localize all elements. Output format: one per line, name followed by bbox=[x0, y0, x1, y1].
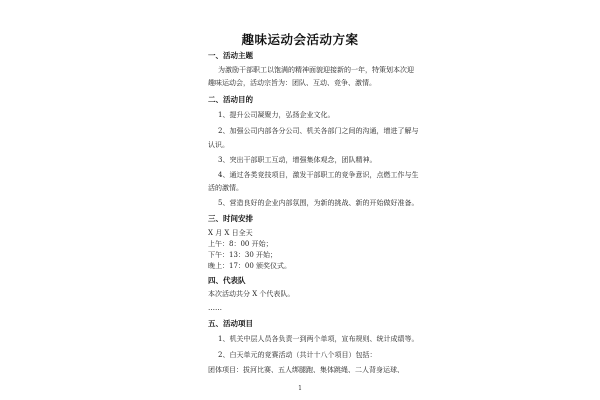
page-number: 1 bbox=[298, 385, 302, 392]
list-item-continuation: 活的激情。 bbox=[208, 184, 243, 192]
section-heading-purpose: 二、活动目的 bbox=[208, 95, 253, 104]
list-item: 2、白天单元的竞赛活动（共计十八个项目）包括： bbox=[218, 351, 377, 359]
list-item-continuation: 认识。 bbox=[208, 141, 229, 149]
paragraph-line: 本次活动共分 X 个代表队。 bbox=[208, 290, 295, 298]
schedule-line: X 月 X 日全天 bbox=[208, 229, 253, 237]
list-item: 1、机关中层人员各负责一到两个单项，宣布规则、统计成绩等。 bbox=[218, 335, 419, 343]
list-item: 5、营造良好的企业内部氛围，为新的挑战、新的开始做好准备。 bbox=[218, 199, 419, 207]
document-title: 趣味运动会活动方案 bbox=[241, 32, 359, 47]
section-heading-theme: 一、活动主题 bbox=[208, 51, 253, 60]
section-heading-schedule: 三、时间安排 bbox=[208, 214, 253, 223]
list-item: 2、加强公司内部各分公司、机关各部门之间的沟通，增进了解与 bbox=[218, 127, 419, 135]
section-heading-events: 五、活动项目 bbox=[208, 319, 253, 328]
schedule-line: 上午：8：00 开始； bbox=[208, 240, 273, 248]
paragraph-line: 为激励干部职工以饱满的精神面貌迎接新的一年，特策划本次迎 bbox=[218, 66, 414, 74]
list-item: 团体项目：拔河比赛、五人绑腿跑、集体跳绳、二人背身运球、 bbox=[208, 366, 404, 374]
schedule-line: 晚上：17：00 颁奖仪式。 bbox=[208, 262, 292, 270]
section-heading-teams: 四、代表队 bbox=[208, 276, 246, 285]
ellipsis-line: …… bbox=[208, 304, 222, 312]
schedule-line: 下午：13：30 开始； bbox=[208, 251, 278, 259]
list-item: 4、通过各类竞技项目，激发干部职工的竞争意识，点燃工作与生 bbox=[218, 171, 419, 179]
list-item: 1、提升公司凝聚力，弘扬企业文化。 bbox=[218, 111, 335, 119]
list-item: 3、突出干部职工互动，增强集体观念，团队精神。 bbox=[218, 156, 377, 164]
paragraph-line: 趣味运动会，活动宗旨为：团队、互动、竞争、激情。 bbox=[208, 79, 376, 87]
